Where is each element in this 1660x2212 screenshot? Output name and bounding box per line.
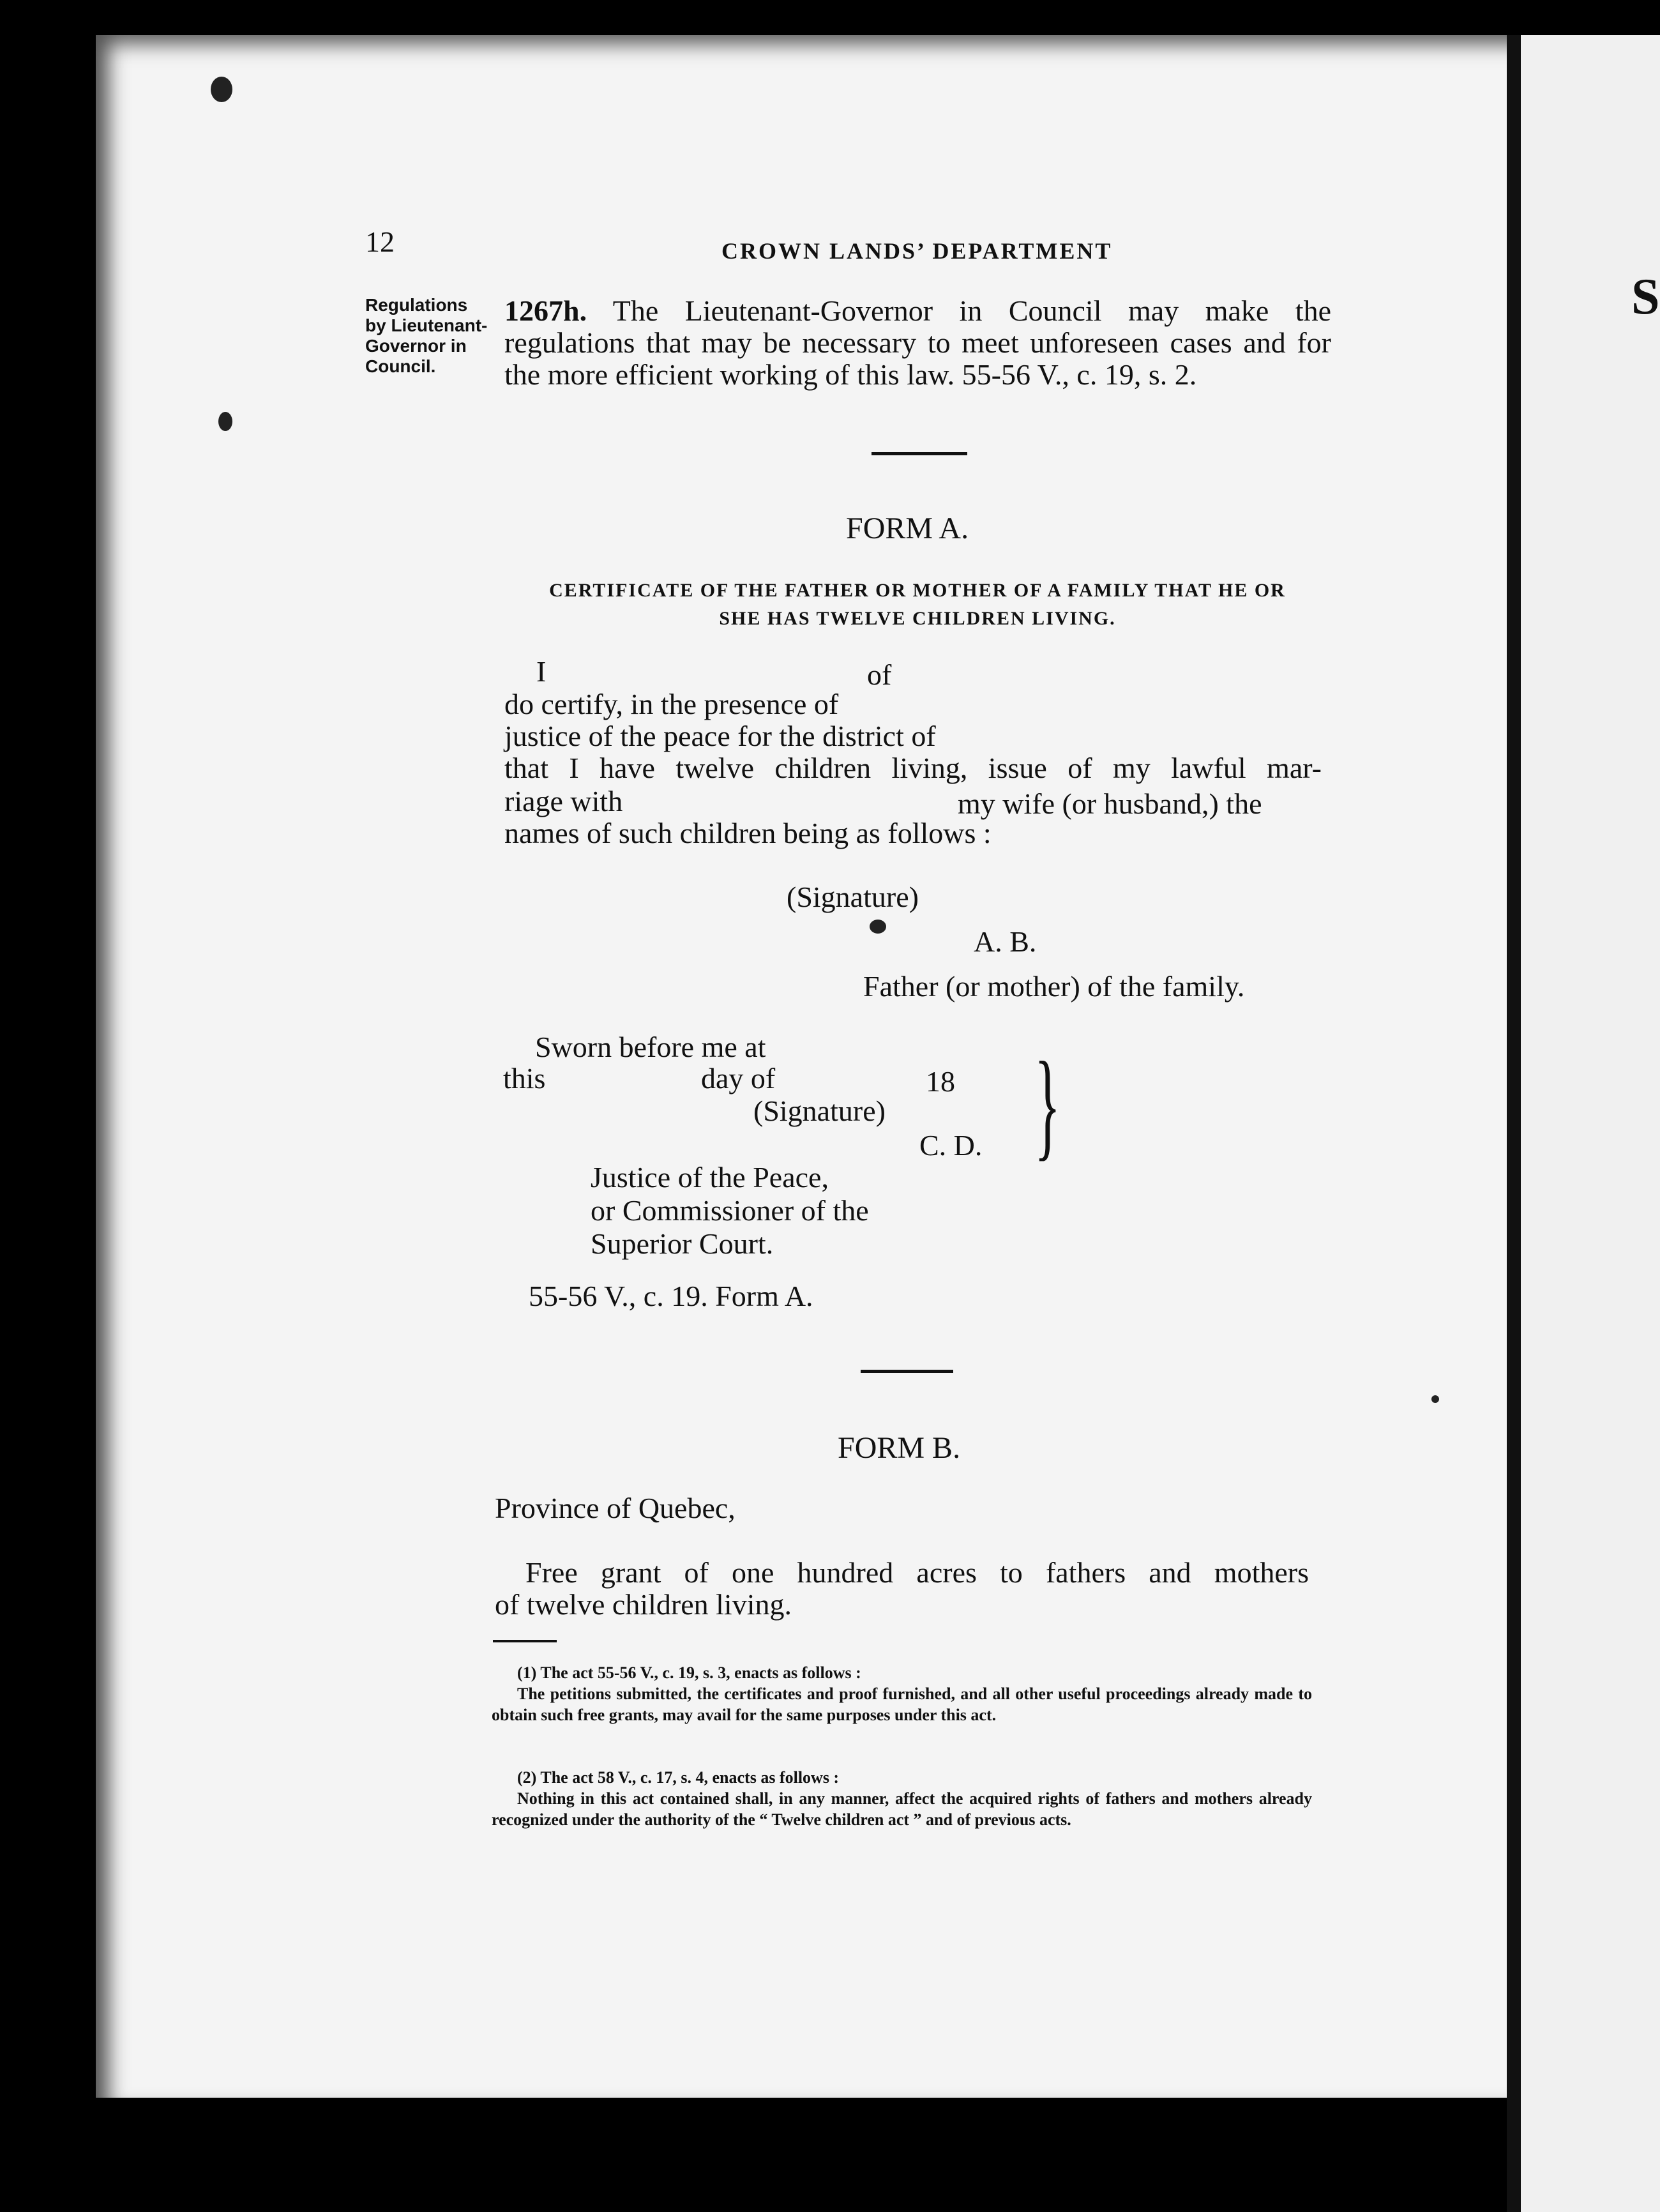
section-text: The Lieutenant-Governor in Council may make the regulations that may be necessary to meet unforeseen cases and for the more efficient working of this law. 55-56 V., c. 19, s. 2.	[504, 294, 1331, 391]
footnote-rule	[493, 1640, 557, 1642]
running-header: CROWN LANDS’ DEPARTMENT	[721, 238, 1113, 264]
form-a-caption-line: CERTIFICATE OF THE FATHER OR MOTHER OF A FAMILY THAT HE OR	[549, 580, 1286, 601]
footnote-1	[492, 1662, 1312, 1725]
form-a-line: that I have twelve children living, issue of my lawful mar-	[504, 752, 1322, 784]
signature-label: (Signature)	[787, 881, 919, 913]
section-divider	[871, 452, 967, 455]
form-a-line: riage with	[504, 785, 623, 817]
footnote-text: Nothing in this act contained shall, in any manner, affect the acquired rights of fathers and mothers already recognized under the authority of the “ Twelve children act ” and of previous acts.	[492, 1789, 1312, 1829]
form-a-caption-line: SHE HAS TWELVE CHILDREN LIVING.	[719, 608, 1116, 629]
right-page-fragment: S	[1631, 269, 1660, 325]
officer-initials-text: C. D.	[919, 1129, 983, 1162]
justice-line: or Commissioner of the	[591, 1194, 869, 1227]
margin-note-line: by Lieutenant-	[365, 315, 488, 335]
form-a-caption	[506, 577, 1329, 633]
sworn-line: Sworn before me at	[535, 1031, 766, 1063]
signature-label-2: (Signature)	[753, 1095, 886, 1127]
form-divider	[861, 1370, 953, 1373]
signer-initials: A. B.	[974, 925, 1037, 958]
margin-note-line: Governor in	[365, 336, 467, 356]
form-b-title: FORM B.	[838, 1431, 961, 1465]
province-line: Province of Quebec,	[495, 1492, 736, 1524]
footnote-2	[492, 1767, 1312, 1830]
free-grant-line: Free grant of one hundred acres to fathers and mothers	[525, 1556, 1309, 1589]
free-grant-text	[495, 1557, 1309, 1621]
free-grant-line: of twelve children living.	[495, 1588, 792, 1621]
page-number: 12	[365, 225, 395, 258]
form-a-line: names of such children being as follows :	[504, 817, 992, 849]
form-a-citation: 55-56 V., c. 19. Form A.	[529, 1280, 813, 1312]
form-a-i: I	[536, 655, 547, 688]
margin-note-line: Regulations	[365, 295, 468, 315]
footnote-text: The petitions submitted, the certificates and proof furnished, and all other useful proceedings already made to obtain such free grants, may avail for the same purposes under this act.	[492, 1685, 1312, 1724]
justice-line: Justice of the Peace,	[591, 1161, 829, 1193]
this-word: this	[503, 1062, 546, 1095]
officer-initials	[919, 1128, 982, 1162]
ink-speck	[211, 77, 232, 102]
form-a-certificate-body	[504, 688, 1322, 784]
form-a-line: justice of the peace for the district of	[504, 720, 936, 752]
form-a-of: of	[867, 658, 892, 691]
day-of: day of	[701, 1062, 776, 1095]
margin-note-line: Council.	[365, 356, 436, 376]
brace-icon: }	[1034, 1038, 1061, 1172]
year-prefix: 18	[926, 1065, 955, 1098]
margin-note	[365, 295, 487, 377]
right-page-edge	[1521, 35, 1660, 2212]
section-1267h	[504, 295, 1331, 391]
signer-title: Father (or mother) of the family.	[863, 970, 1245, 1003]
section-number: 1267h.	[504, 294, 587, 327]
form-a-title: FORM A.	[846, 511, 969, 545]
justice-line: Superior Court.	[591, 1227, 774, 1260]
ink-speck	[1431, 1395, 1439, 1403]
form-a-line: do certify, in the presence of	[504, 688, 839, 720]
ink-speck	[218, 412, 232, 431]
ink-speck	[870, 920, 886, 934]
footnote-head: (2) The act 58 V., c. 17, s. 4, enacts as follows :	[517, 1768, 840, 1787]
footnote-head: (1) The act 55-56 V., c. 19, s. 3, enacts as follows :	[517, 1663, 861, 1682]
binding-gutter	[1507, 35, 1521, 2212]
justice-block	[591, 1161, 869, 1261]
form-a-line: my wife (or husband,) the	[958, 787, 1262, 820]
